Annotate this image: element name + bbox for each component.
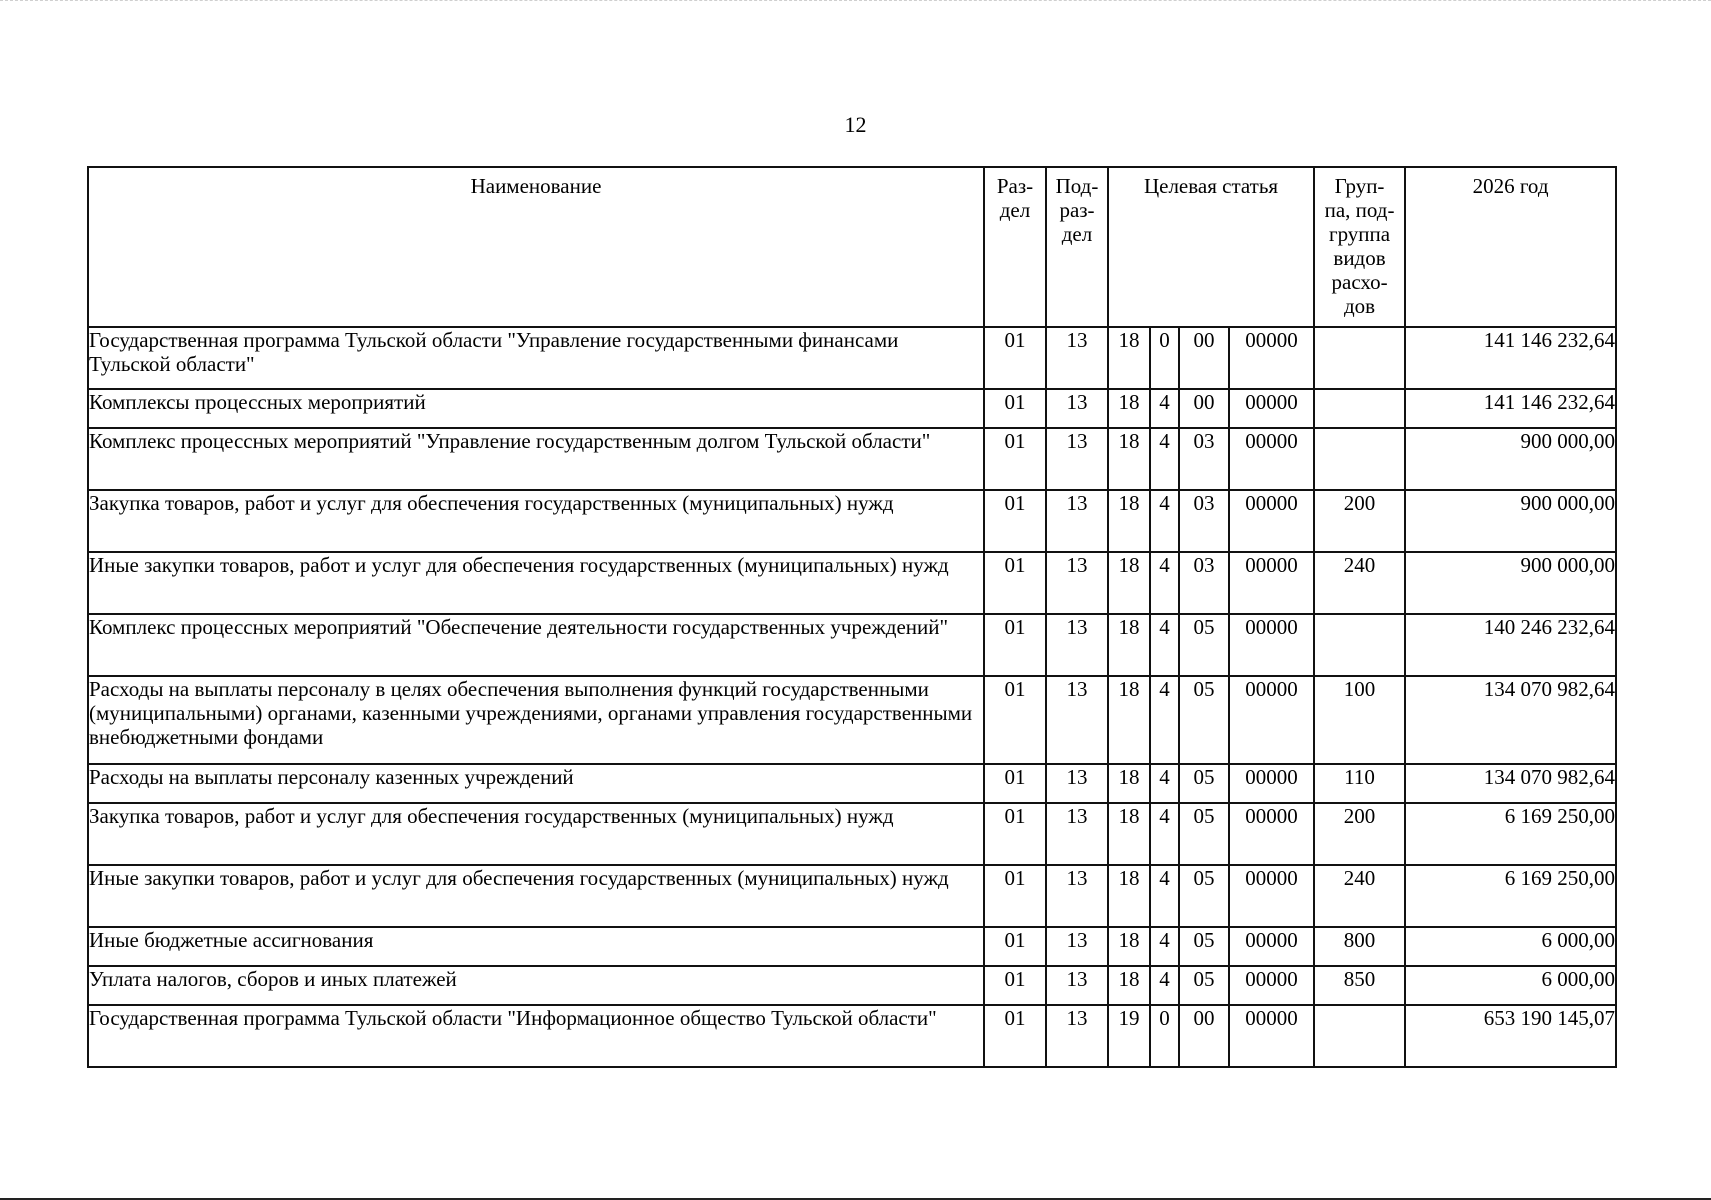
header-year: 2026 год <box>1405 167 1616 327</box>
row-podrazdel: 13 <box>1046 327 1108 389</box>
row-amount: 141 146 232,64 <box>1405 327 1616 389</box>
row-target-program: 18 <box>1108 865 1150 927</box>
row-podrazdel: 13 <box>1046 676 1108 764</box>
row-expense-group <box>1314 428 1405 490</box>
row-name: Закупка товаров, работ и услуг для обеспечения государственных (муниципальных) нужд <box>88 490 984 552</box>
row-target-event: 05 <box>1179 966 1229 1005</box>
row-razdel: 01 <box>984 676 1046 764</box>
row-target-subprogram: 4 <box>1150 552 1179 614</box>
row-target-subprogram: 4 <box>1150 764 1179 803</box>
row-target-direction: 00000 <box>1229 327 1314 389</box>
row-name: Иные закупки товаров, работ и услуг для обеспечения государственных (муниципальных) нужд <box>88 865 984 927</box>
row-podrazdel: 13 <box>1046 927 1108 966</box>
row-target-event: 05 <box>1179 614 1229 676</box>
table-row <box>88 552 1616 614</box>
row-target-direction: 00000 <box>1229 428 1314 490</box>
table-row <box>88 803 1616 865</box>
row-amount: 900 000,00 <box>1405 490 1616 552</box>
table-row <box>88 966 1616 1005</box>
row-target-direction: 00000 <box>1229 927 1314 966</box>
row-target-direction: 00000 <box>1229 614 1314 676</box>
row-razdel: 01 <box>984 764 1046 803</box>
row-expense-group <box>1314 614 1405 676</box>
row-target-program: 18 <box>1108 966 1150 1005</box>
row-target-subprogram: 0 <box>1150 1005 1179 1067</box>
row-amount: 134 070 982,64 <box>1405 676 1616 764</box>
row-target-program: 18 <box>1108 927 1150 966</box>
row-name: Комплекс процессных мероприятий "Управление государственным долгом Тульской области" <box>88 428 984 490</box>
row-target-event: 05 <box>1179 803 1229 865</box>
row-razdel: 01 <box>984 428 1046 490</box>
row-razdel: 01 <box>984 966 1046 1005</box>
row-expense-group: 200 <box>1314 803 1405 865</box>
row-podrazdel: 13 <box>1046 389 1108 428</box>
row-amount: 900 000,00 <box>1405 552 1616 614</box>
table-row <box>88 764 1616 803</box>
table-row <box>88 389 1616 428</box>
row-target-event: 05 <box>1179 865 1229 927</box>
row-target-direction: 00000 <box>1229 966 1314 1005</box>
row-target-program: 18 <box>1108 803 1150 865</box>
row-name: Иные закупки товаров, работ и услуг для обеспечения государственных (муниципальных) нужд <box>88 552 984 614</box>
header-razdel: Раз- дел <box>984 167 1046 327</box>
row-target-program: 18 <box>1108 389 1150 428</box>
row-amount: 900 000,00 <box>1405 428 1616 490</box>
row-name: Государственная программа Тульской области "Управление государственными финансами Тульской области" <box>88 327 984 389</box>
row-target-subprogram: 4 <box>1150 865 1179 927</box>
row-target-subprogram: 4 <box>1150 803 1179 865</box>
table-row <box>88 927 1616 966</box>
row-podrazdel: 13 <box>1046 865 1108 927</box>
row-name: Закупка товаров, работ и услуг для обеспечения государственных (муниципальных) нужд <box>88 803 984 865</box>
row-name: Комплекс процессных мероприятий "Обеспечение деятельности государственных учреждений" <box>88 614 984 676</box>
row-expense-group <box>1314 1005 1405 1067</box>
header-target-article: Целевая статья <box>1108 167 1314 327</box>
row-target-program: 18 <box>1108 327 1150 389</box>
row-podrazdel: 13 <box>1046 428 1108 490</box>
row-name: Расходы на выплаты персоналу в целях обеспечения выполнения функций государственными (муниципальными) органами, казенными учреждениями, органами управления государственными внебюджетными фондами <box>88 676 984 764</box>
row-target-direction: 00000 <box>1229 1005 1314 1067</box>
row-expense-group: 100 <box>1314 676 1405 764</box>
row-target-event: 03 <box>1179 490 1229 552</box>
page-number: 12 <box>844 112 867 137</box>
row-target-program: 18 <box>1108 490 1150 552</box>
row-podrazdel: 13 <box>1046 490 1108 552</box>
table-row <box>88 327 1616 389</box>
row-expense-group: 800 <box>1314 927 1405 966</box>
row-name: Государственная программа Тульской области "Информационное общество Тульской области" <box>88 1005 984 1067</box>
table-row <box>88 676 1616 764</box>
row-name: Уплата налогов, сборов и иных платежей <box>88 966 984 1005</box>
row-target-direction: 00000 <box>1229 676 1314 764</box>
row-target-direction: 00000 <box>1229 552 1314 614</box>
row-podrazdel: 13 <box>1046 764 1108 803</box>
row-target-subprogram: 4 <box>1150 966 1179 1005</box>
row-amount: 6 169 250,00 <box>1405 803 1616 865</box>
row-target-subprogram: 4 <box>1150 389 1179 428</box>
table-row <box>88 865 1616 927</box>
row-target-event: 05 <box>1179 676 1229 764</box>
row-target-subprogram: 4 <box>1150 676 1179 764</box>
row-target-event: 03 <box>1179 552 1229 614</box>
row-target-event: 05 <box>1179 927 1229 966</box>
row-target-event: 00 <box>1179 327 1229 389</box>
table-row <box>88 428 1616 490</box>
row-target-program: 18 <box>1108 764 1150 803</box>
row-target-subprogram: 4 <box>1150 927 1179 966</box>
row-expense-group: 850 <box>1314 966 1405 1005</box>
row-expense-group: 240 <box>1314 865 1405 927</box>
table-header-row <box>88 167 1616 327</box>
row-expense-group <box>1314 389 1405 428</box>
row-razdel: 01 <box>984 803 1046 865</box>
row-amount: 653 190 145,07 <box>1405 1005 1616 1067</box>
table-body <box>88 327 1616 1067</box>
row-podrazdel: 13 <box>1046 1005 1108 1067</box>
row-amount: 140 246 232,64 <box>1405 614 1616 676</box>
row-target-program: 18 <box>1108 614 1150 676</box>
row-target-event: 00 <box>1179 389 1229 428</box>
row-target-direction: 00000 <box>1229 389 1314 428</box>
row-amount: 6 000,00 <box>1405 966 1616 1005</box>
row-expense-group: 240 <box>1314 552 1405 614</box>
row-podrazdel: 13 <box>1046 803 1108 865</box>
row-target-subprogram: 0 <box>1150 327 1179 389</box>
row-razdel: 01 <box>984 552 1046 614</box>
row-name: Расходы на выплаты персоналу казенных учреждений <box>88 764 984 803</box>
row-target-program: 18 <box>1108 676 1150 764</box>
row-amount: 6 000,00 <box>1405 927 1616 966</box>
row-podrazdel: 13 <box>1046 966 1108 1005</box>
row-razdel: 01 <box>984 490 1046 552</box>
header-expense-group: Груп- па, под- группа видов расхо- дов <box>1314 167 1405 327</box>
scan-top-edge <box>0 0 1711 2</box>
row-expense-group <box>1314 327 1405 389</box>
row-target-subprogram: 4 <box>1150 490 1179 552</box>
row-target-program: 19 <box>1108 1005 1150 1067</box>
row-name: Иные бюджетные ассигнования <box>88 927 984 966</box>
row-podrazdel: 13 <box>1046 552 1108 614</box>
table-row <box>88 614 1616 676</box>
row-razdel: 01 <box>984 327 1046 389</box>
row-target-direction: 00000 <box>1229 490 1314 552</box>
row-target-event: 00 <box>1179 1005 1229 1067</box>
row-razdel: 01 <box>984 614 1046 676</box>
row-razdel: 01 <box>984 865 1046 927</box>
row-target-subprogram: 4 <box>1150 428 1179 490</box>
budget-table <box>87 166 1617 1068</box>
header-name: Наименование <box>88 167 984 327</box>
table-row <box>88 1005 1616 1067</box>
table-row <box>88 490 1616 552</box>
row-target-subprogram: 4 <box>1150 614 1179 676</box>
row-podrazdel: 13 <box>1046 614 1108 676</box>
row-name: Комплексы процессных мероприятий <box>88 389 984 428</box>
row-target-program: 18 <box>1108 552 1150 614</box>
row-expense-group: 110 <box>1314 764 1405 803</box>
row-amount: 134 070 982,64 <box>1405 764 1616 803</box>
row-amount: 6 169 250,00 <box>1405 865 1616 927</box>
row-target-direction: 00000 <box>1229 803 1314 865</box>
row-target-direction: 00000 <box>1229 764 1314 803</box>
row-target-program: 18 <box>1108 428 1150 490</box>
row-target-event: 05 <box>1179 764 1229 803</box>
row-razdel: 01 <box>984 389 1046 428</box>
row-target-direction: 00000 <box>1229 865 1314 927</box>
row-razdel: 01 <box>984 1005 1046 1067</box>
header-podrazdel: Под- раз- дел <box>1046 167 1108 327</box>
row-target-event: 03 <box>1179 428 1229 490</box>
row-razdel: 01 <box>984 927 1046 966</box>
row-amount: 141 146 232,64 <box>1405 389 1616 428</box>
row-expense-group: 200 <box>1314 490 1405 552</box>
